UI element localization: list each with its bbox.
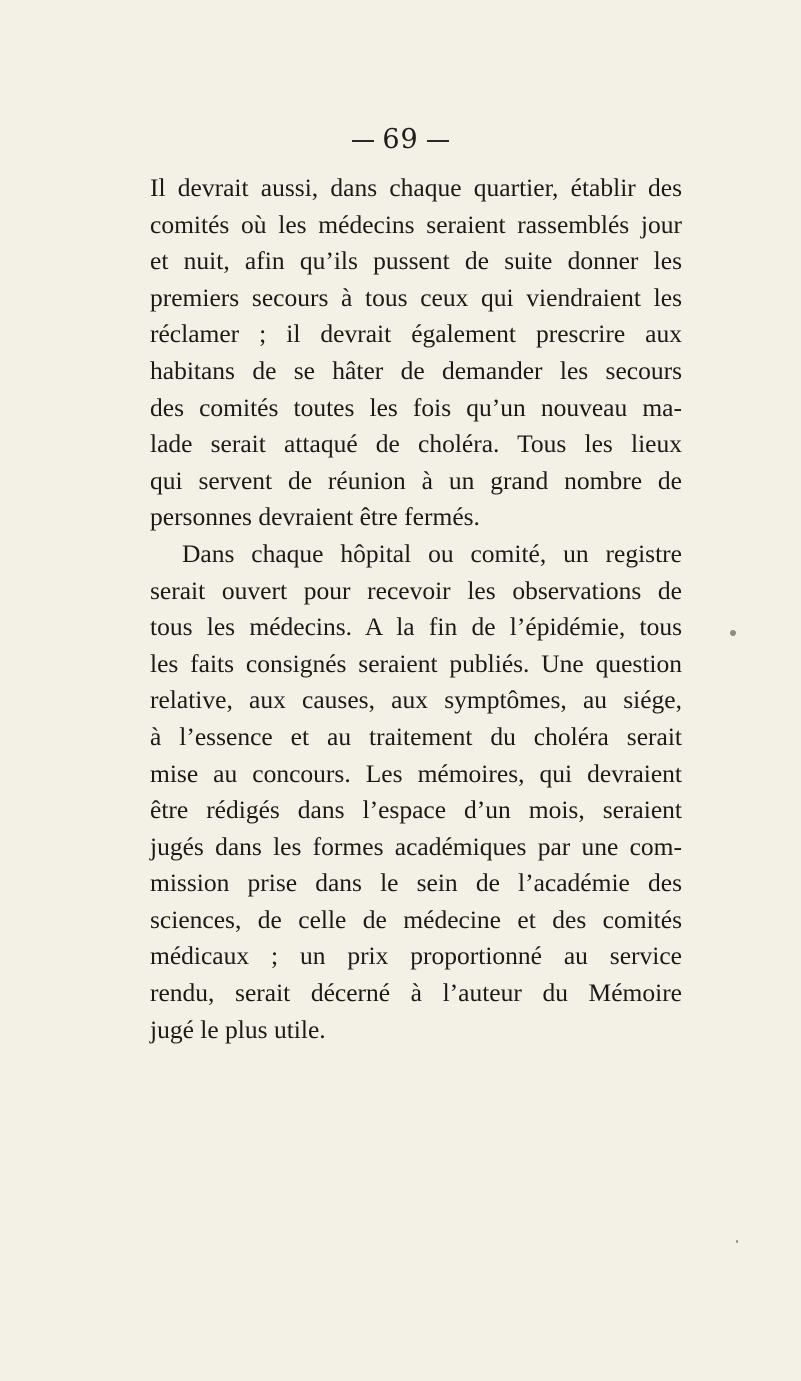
text-line: premiers secours à tous ceux qui viendraient les (150, 282, 682, 312)
text-line: sciences, de celle de médecine et des comités (150, 904, 682, 934)
text-line: serait ouvert pour recevoir les observations de (150, 575, 682, 605)
text-line: à l’essence et au traitement du choléra serait (150, 721, 682, 751)
text-line: comités où les médecins seraient rassemblés jour (150, 209, 682, 239)
paper-speck (730, 630, 736, 636)
text-line: et nuit, afin qu’ils pussent de suite donner les (150, 246, 682, 276)
right-dash (427, 140, 449, 142)
text-line: mission prise dans le sein de l’académie des (150, 868, 682, 898)
text-line: personnes devraient être fermés. (150, 502, 480, 532)
text-line: jugé le plus utile. (150, 1014, 326, 1044)
text-line: réclamer ; il devrait également prescrire aux (150, 319, 682, 349)
paper-speck (736, 1240, 738, 1243)
text-line: qui servent de réunion à un grand nombre de (150, 465, 682, 495)
page-number: 69 (382, 124, 419, 155)
text-line: relative, aux causes, aux symptômes, au siége, (150, 685, 682, 715)
text-line: Il devrait aussi, dans chaque quartier, établir des (150, 173, 682, 202)
text-line: être rédigés dans l’espace d’un mois, seraient (150, 795, 682, 825)
page-number-header (0, 124, 801, 155)
text-line: médicaux ; un prix proportionné au service (150, 941, 682, 971)
text-line: mise au concours. Les mémoires, qui devraient (150, 758, 682, 788)
text-line: Dans chaque hôpital ou comité, un registre (182, 538, 682, 568)
text-line: les faits consignés seraient publiés. Une question (150, 648, 682, 678)
text-line: des comités toutes les fois qu’un nouveau ma- (150, 392, 682, 422)
text-line: tous les médecins. A la fin de l’épidémie, tous (150, 612, 682, 642)
text-line: rendu, serait décerné à l’auteur du Mémoire (150, 978, 682, 1008)
text-line: jugés dans les formes académiques par une com- (150, 831, 682, 861)
text-line: lade serait attaqué de choléra. Tous les lieux (150, 429, 682, 459)
body-text (150, 170, 682, 1048)
left-dash (352, 140, 374, 142)
text-line: habitans de se hâter de demander les secours (150, 355, 682, 385)
